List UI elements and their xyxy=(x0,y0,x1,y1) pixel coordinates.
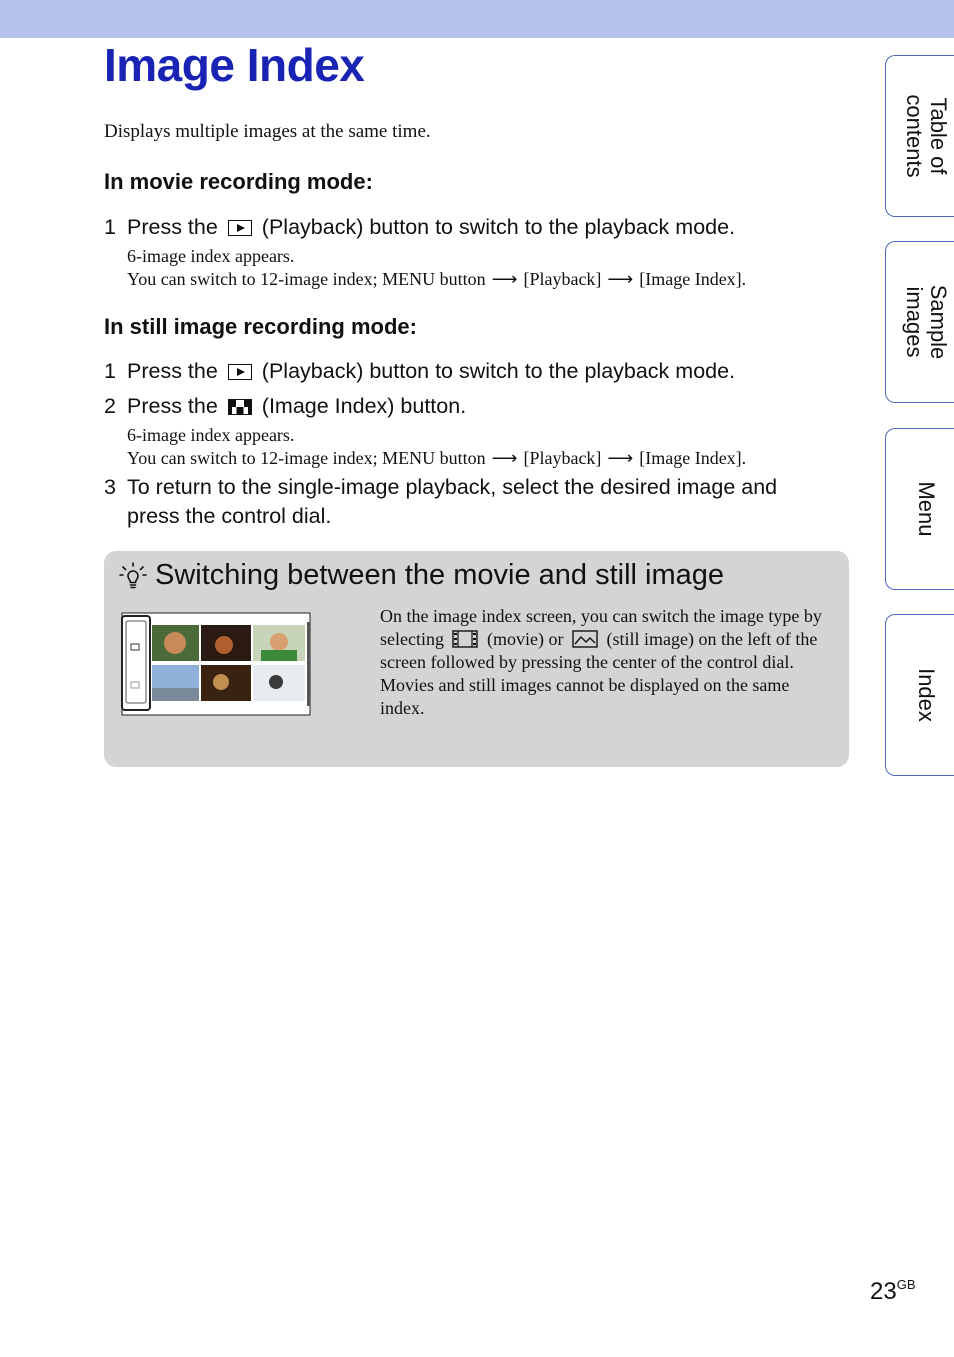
tip-title: Switching between the movie and still image xyxy=(155,559,725,591)
page-number xyxy=(870,1277,916,1306)
step-text: Press the xyxy=(127,359,218,383)
note-text: You can switch to 12-image index; MENU button xyxy=(127,269,486,289)
tab-label: Index xyxy=(913,668,939,722)
tip-box xyxy=(104,551,849,767)
tip-lightbulb-icon xyxy=(118,561,148,591)
page-number-suffix: GB xyxy=(896,1277,916,1292)
step-number: 2 xyxy=(104,394,116,418)
still-note-line-1: 6-image index appears. xyxy=(127,425,295,445)
playback-icon xyxy=(228,220,252,236)
tip-text xyxy=(380,605,830,720)
top-bar xyxy=(0,0,954,38)
movie-note-line-2 xyxy=(127,268,746,291)
arrow-icon: ⟶ xyxy=(607,448,634,468)
step-text: press the control dial. xyxy=(127,504,332,528)
tip-text-part: (still image) on the left of the screen followed by pressing the center of the control dial. xyxy=(380,629,818,672)
tab-table-of-contents[interactable] xyxy=(885,55,954,217)
tab-sample-images[interactable] xyxy=(885,241,954,403)
step-text: (Playback) button to switch to the playback mode. xyxy=(261,359,736,383)
step-number: 1 xyxy=(104,215,116,239)
page-number-value: 23 xyxy=(870,1278,897,1305)
tab-label: Menu xyxy=(913,481,939,537)
step-text: Press the xyxy=(127,394,218,418)
tab-label: contents xyxy=(901,94,927,178)
movie-note-line-1: 6-image index appears. xyxy=(127,246,295,266)
image-index-screen-illustration xyxy=(121,612,311,716)
tip-text-part: On the image index screen, you can switch the image type by selecting xyxy=(380,606,822,649)
movie-icon xyxy=(452,630,478,648)
intro-text: Displays multiple images at the same time. xyxy=(104,121,431,142)
tip-text-part: Movies and still images cannot be displayed on the same index. xyxy=(380,675,790,718)
image-index-icon xyxy=(228,399,252,415)
still-note-line-2 xyxy=(127,447,746,470)
tab-label: images xyxy=(901,286,927,358)
arrow-icon: ⟶ xyxy=(491,448,518,468)
movie-mode-heading: In movie recording mode: xyxy=(104,169,373,194)
tab-menu[interactable] xyxy=(885,428,954,590)
step-text: (Playback) button to switch to the playback mode. xyxy=(261,215,736,239)
step-number: 1 xyxy=(104,359,116,383)
playback-icon xyxy=(228,364,252,380)
step-text: (Image Index) button. xyxy=(261,394,467,418)
note-text: [Image Index]. xyxy=(639,448,747,468)
step-number: 3 xyxy=(104,475,116,499)
arrow-icon: ⟶ xyxy=(491,269,518,289)
page-title: Image Index xyxy=(104,39,365,91)
still-mode-heading: In still image recording mode: xyxy=(104,314,417,339)
tip-text-part: (movie) or xyxy=(486,629,564,649)
note-text: [Playback] xyxy=(523,448,602,468)
note-text: [Image Index]. xyxy=(639,269,747,289)
step-text: To return to the single-image playback, select the desired image and xyxy=(127,475,778,499)
step-text: Press the xyxy=(127,215,218,239)
tab-label: Sample xyxy=(925,284,951,360)
tab-index[interactable] xyxy=(885,614,954,776)
still-image-icon xyxy=(572,630,598,648)
arrow-icon: ⟶ xyxy=(607,269,634,289)
tab-label: Table of xyxy=(925,97,951,175)
note-text: You can switch to 12-image index; MENU button xyxy=(127,448,486,468)
note-text: [Playback] xyxy=(523,269,602,289)
